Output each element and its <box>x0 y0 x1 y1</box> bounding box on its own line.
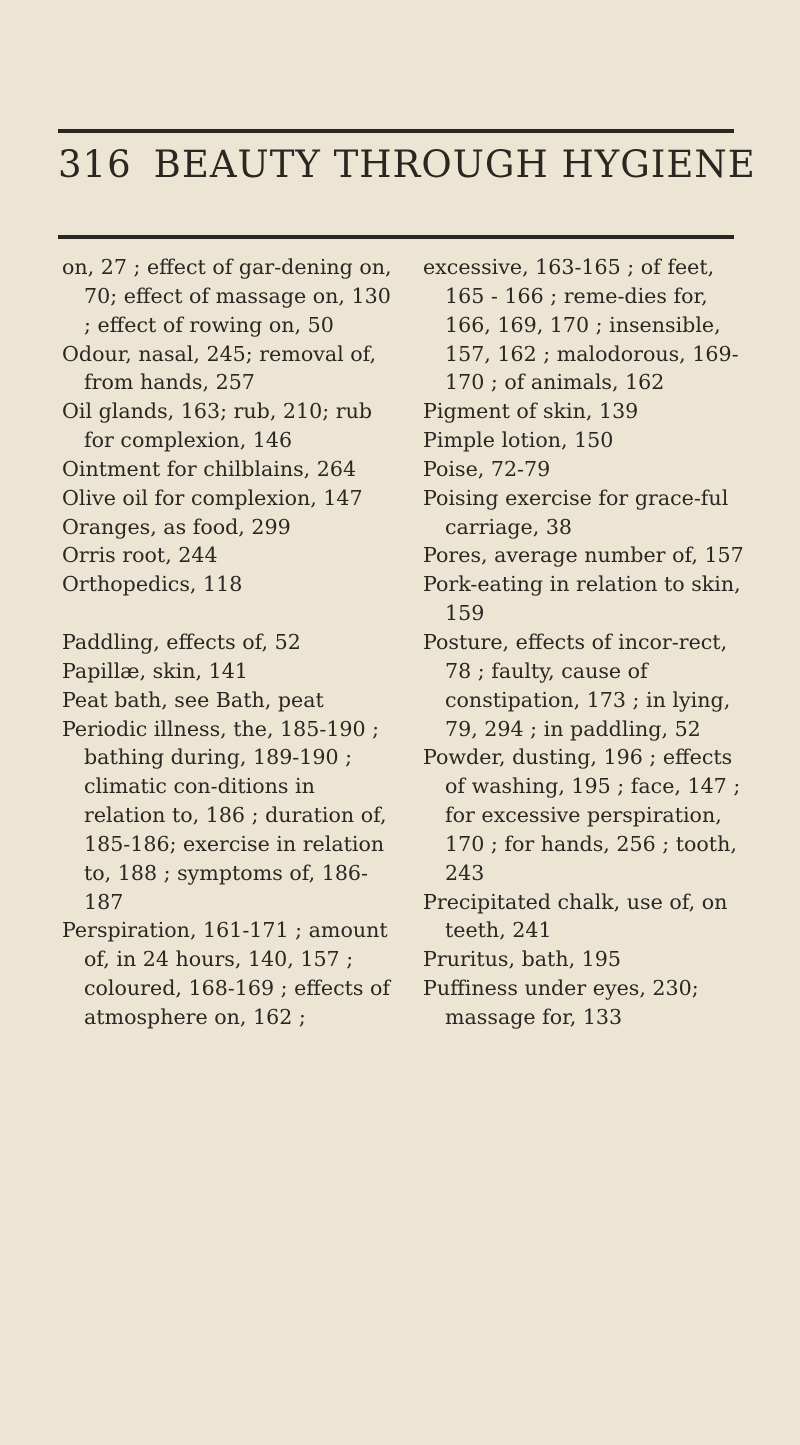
index-column-right <box>423 253 755 1032</box>
header-rule-top <box>58 129 734 133</box>
index-entry: Pores, average number of, 157 <box>423 543 744 568</box>
index-column-left <box>62 253 394 1032</box>
header-rule-bottom <box>58 235 734 239</box>
running-title: BEAUTY THROUGH HYGIENE <box>153 143 756 186</box>
index-entry: Perspiration, 161-171 ; amount of, in 24 hours, 140, 157 ; coloured, 168-169 ; effects of atmosphere on, 162 ; <box>62 918 391 1029</box>
index-entry: Ointment for chilblains, 264 <box>62 456 357 481</box>
index-entry: Precipitated chalk, use of, on teeth, 241 <box>423 889 728 943</box>
index-entry: Olive oil for complexion, 147 <box>62 485 363 510</box>
index-entry: Poising exercise for grace-ful carriage, 38 <box>423 485 729 539</box>
section-gap <box>62 599 394 628</box>
index-entry: excessive, 163-165 ; of feet, 165 - 166 ; reme-dies for, 166, 169, 170 ; insensible, 157, 162 ; malodorous, 169-170 ; of animals, 162 <box>423 255 739 395</box>
index-entry: Posture, effects of incor-rect, 78 ; faulty, cause of constipation, 173 ; in lying, 79, 294 ; in paddling, 52 <box>423 629 731 741</box>
index-entry: Pork-eating in relation to skin, 159 <box>423 572 741 626</box>
index-entry: Orris root, 244 <box>62 543 218 568</box>
index-entry: Pruritus, bath, 195 <box>423 947 621 972</box>
index-entry: Puffiness under eyes, 230; massage for, 133 <box>423 976 699 1029</box>
index-entry: Orthopedics, 118 <box>62 572 243 597</box>
index-entry: Odour, nasal, 245; removal of, from hands, 257 <box>62 341 377 395</box>
index-entry: Pigment of skin, 139 <box>423 399 639 424</box>
index-entry: Oranges, as food, 299 <box>62 514 291 539</box>
index-entry: Periodic illness, the, 185-190 ; bathing during, 189-190 ; climatic con-ditions in relation to, 186 ; duration of, 185-186; exercise in relation to, 188 ; symptoms of, 186-187 <box>62 716 387 914</box>
index-entry: Pimple lotion, 150 <box>423 428 614 453</box>
index-entry: Powder, dusting, 196 ; effects of washing, 195 ; face, 147 ; for excessive perspiration, 170 ; for hands, 256 ; tooth, 243 <box>423 745 741 885</box>
running-header <box>58 141 756 189</box>
index-entry: Papillæ, skin, 141 <box>62 658 248 683</box>
index-entry: Peat bath, see Bath, peat <box>62 687 324 712</box>
page-number: 316 <box>58 143 132 186</box>
index-entry: Paddling, effects of, 52 <box>62 629 301 654</box>
index-entry: Oil glands, 163; rub, 210; rub for complexion, 146 <box>62 399 373 453</box>
index-entry: Poise, 72-79 <box>423 456 551 481</box>
index-entry: on, 27 ; effect of gar-dening on, 70; effect of massage on, 130 ; effect of rowing on, 50 <box>62 255 392 337</box>
